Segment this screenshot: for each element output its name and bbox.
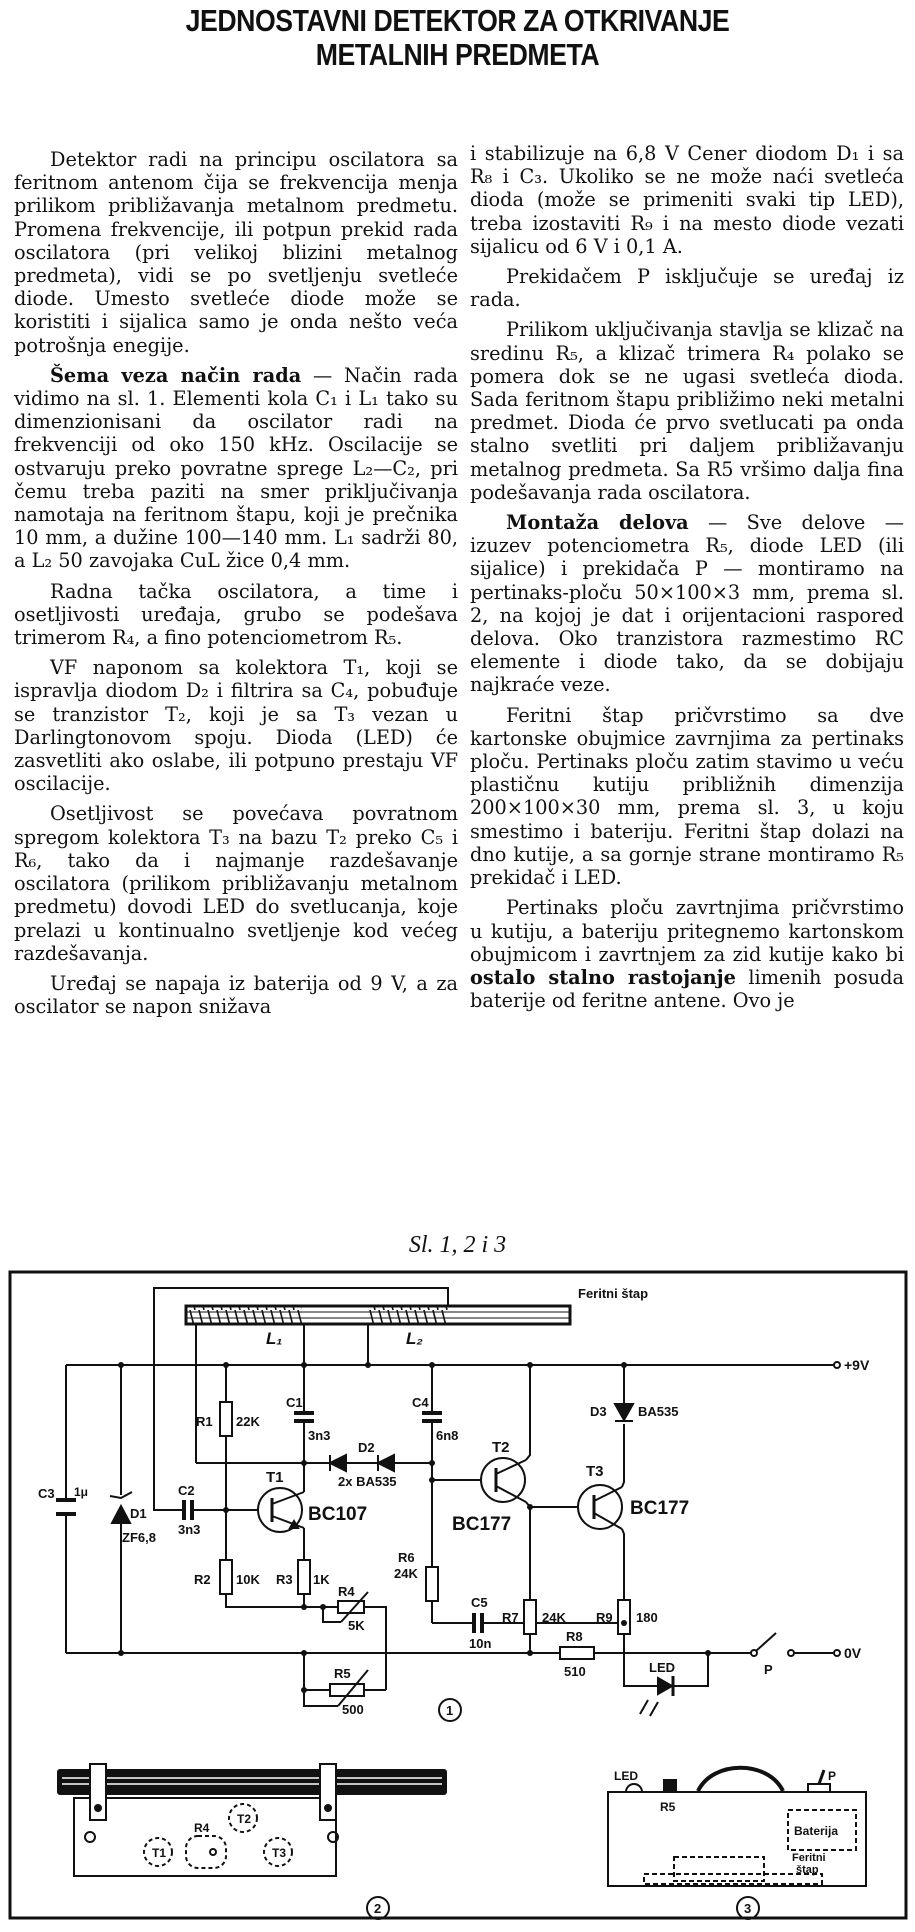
t3-value: BC177: [630, 1498, 690, 1519]
paragraph: [14, 802, 458, 964]
r9-name: R9: [596, 1610, 613, 1625]
r6-value: 24K: [394, 1566, 418, 1581]
paragraph-text: — Način rada vidimo na sl. 1. Elementi kola C₁ i L₁ tako su dimenzionisani da oscilator radi na frekvenciji od oko 150 kHz. Oscilacije se ostvaruju preko povratne sprege L₂—C₂, pri čemu treba paziti na smer priključivanja namotaja na feritnom štapu, koji je prečnika 10 mm, a dužine 100—140 mm. L₁ sadrži 80, a L₂ 50 zavojaka CuL žice 0,4 mm.: [14, 363, 458, 573]
paragraph-text: Uređaj se napaja iz baterija od 9 V, a za oscilator se napon snižava: [14, 971, 458, 1019]
led-label: LED: [649, 1660, 675, 1675]
paragraph: [470, 704, 904, 890]
paragraph-text: limenih posuda baterije od feritne antene. Ovo je: [470, 965, 904, 1013]
d1-value: ZF6,8: [122, 1530, 156, 1545]
paragraph: [14, 364, 458, 573]
c3-name: C3: [38, 1486, 55, 1501]
r7-value: 24K: [542, 1610, 566, 1625]
title-line-1: JEDNOSTAVNI DETEKTOR ZA OTKRIVANJE: [185, 3, 730, 38]
t3-symbol: [578, 1485, 622, 1529]
c3-value: 1μ: [74, 1485, 89, 1499]
paragraph-text: Pertinaks ploču zavrtnjima pričvrstimo u kutiju, a bateriju pritegnemo kartonskom obujmicom i zavrtnjem za zid kutije kako bi: [470, 896, 904, 966]
board-t2-label: T2: [237, 1812, 252, 1826]
l1-label: L₁: [266, 1329, 283, 1348]
paragraph: [14, 580, 458, 650]
fig1-number: 1: [446, 1703, 454, 1718]
box-ferrite-line2: štap: [796, 1864, 819, 1876]
paragraph: [470, 511, 904, 697]
paragraph-text: Detektor radi na principu oscilatora sa feritnom antenom čija se frekvencija menja prilikom približavanja metalnom predmetu. Promena frekvencije, ili potpun prekid rada oscilatora (pri velikoj blizini metalnog predmeta), vidi se po svetljenju svetleće diode. Umesto svetleće diode može se koristiti i sijalica samo je onda nešto veća potrošnja enegije.: [14, 148, 458, 357]
d3-name: D3: [590, 1404, 607, 1419]
box-ferrite-line1: Feritni: [792, 1852, 826, 1864]
paragraph-text: — Sve delove — izuzev potenciometra R₅, diode LED (ili sijalice) i prekidača P — montiramo na pertinaks-ploču 50×100×3 mm, prema sl. 2, na kojoj je dat i orijentacioni raspored delova. Oko tranzistora razmestimo RC elemente i diode tako, da se dobijaju najkraće veze.: [470, 511, 904, 697]
supply-plus-label: +9V: [844, 1357, 870, 1373]
r4-name: R4: [338, 1584, 355, 1599]
r1-value: 22K: [236, 1414, 260, 1429]
paragraph-text: Radna tačka oscilatora, a time i osetljivosti uređaja, grubo se podešava trimerom R₄, a fino potenciometrom R₅.: [14, 579, 458, 650]
figure-svg: [8, 1270, 908, 1922]
t2-name: T2: [492, 1439, 510, 1456]
section-heading: Montaža delova: [506, 511, 689, 535]
t1-value: BC107: [308, 1504, 368, 1525]
c2-value: 3n3: [178, 1522, 201, 1537]
coil-l1: [188, 1306, 302, 1324]
board-t3-label: T3: [272, 1846, 287, 1860]
figure-caption: Sl. 1, 2 i 3: [408, 1232, 507, 1258]
r8-value: 510: [564, 1664, 586, 1679]
paragraph-text: Prilikom uključivanja stavlja se klizač na sredinu R₅, a klizač trimera R₄ polako se pomera dok se ne ugasi svetleća dioda. Sada feritnom štapu približimo neki metalni predmet. Dioda će prvo svetlucati pa onda stalno svetliti pri daljem približavanju metalnog predmeta. Sa R5 vršimo dalja fina podešavanja rada oscilatora.: [470, 318, 904, 504]
title-line-2: METALNIH PREDMETA: [315, 37, 600, 72]
paragraph: [14, 972, 458, 1018]
c4-name: C4: [412, 1395, 429, 1410]
c1-name: C1: [286, 1395, 303, 1410]
paragraph: [14, 656, 458, 795]
paragraph: [470, 142, 904, 258]
board-r4-label: R4: [194, 1821, 210, 1835]
r3-value: 1K: [313, 1572, 330, 1587]
paragraph-text: Osetljivost se povećava povratnom spregom kolektora T₃ na bazu T₂ preko C₅ i R₆, tako da i najmanje razdešavanje oscilatora (prilikom približavanju metalnom predmetu) dovodi LED do svetlucanja, koje prelazi u kontinualno svetljenje kod većeg razdešavanja.: [14, 802, 458, 965]
r3-name: R3: [276, 1572, 293, 1587]
d3-value: BA535: [638, 1404, 679, 1419]
t1-name: T1: [266, 1469, 284, 1486]
paragraph-text: VF naponom sa kolektora T₁, koji se ispravlja diodom D₂ i filtrira sa C₄, pobuđuje se tranzistor T₂, koji je sa T₃ vezan u Darlingtonovom spoju. Dioda (LED) će zasvetliti ako oslabe, ili potpuno prestaju VF oscilacije.: [14, 656, 458, 796]
left-column: [14, 148, 458, 1025]
figure-panel: [8, 1270, 908, 1922]
c2-name: C2: [178, 1483, 195, 1498]
paragraph: [470, 318, 904, 504]
r1-name: R1: [196, 1414, 213, 1429]
r8-name: R8: [566, 1629, 583, 1644]
paragraph: [470, 265, 904, 311]
board-t1-label: T1: [152, 1846, 167, 1860]
c5-name: C5: [471, 1595, 488, 1610]
r2-name: R2: [194, 1572, 211, 1587]
r5-value: 500: [342, 1702, 364, 1717]
section-heading: Šema veza način rada: [50, 363, 302, 387]
d2-name: D2: [358, 1440, 375, 1455]
article-title: [64, 4, 851, 72]
ferrite-label: Feritni štap: [578, 1286, 649, 1301]
c5-value: 10n: [469, 1636, 492, 1651]
box-battery-label: Baterija: [794, 1824, 839, 1838]
paragraph-text: Feritni štap pričvrstimo sa dve kartonske obujmice zavrnjima za pertinaks ploču. Pertinaks ploču zatim stavimo u veću plastičnu kutiju približnih dimenzija 200×100×30 mm, prema sl. 3, u koju smestimo i bateriju. Feritni štap dolazi na dno kutije, a sa gornje strane montiramo R₅ prekidač i LED.: [470, 703, 904, 890]
paragraph-text: i stabilizuje na 6,8 V Cener diodom D₁ i sa R₈ i C₃. Ukoliko se ne može naći svetleća dioda (može se primeniti svaki tip LED), treba izostaviti R₉ i na mesto diode vezati sijalicu od 6 V i 0,1 A.: [470, 142, 904, 258]
d1-name: D1: [130, 1506, 147, 1521]
r4-value: 5K: [348, 1618, 365, 1633]
l2-label: L₂: [406, 1329, 423, 1348]
r6-name: R6: [398, 1550, 415, 1565]
r9-value: 180: [636, 1610, 658, 1625]
coil-l2: [368, 1306, 448, 1324]
t3-name: T3: [586, 1463, 604, 1480]
board-drawing: [58, 1764, 446, 1876]
fig2-number: 2: [374, 1901, 382, 1916]
box-led-label: LED: [614, 1769, 638, 1783]
paragraph: [470, 896, 904, 1012]
paragraph: [14, 148, 458, 357]
d2-value: 2x BA535: [338, 1474, 397, 1489]
r5-name: R5: [334, 1666, 351, 1681]
emphasis-text: ostalo stalno rastojanje: [470, 965, 736, 989]
t2-value: BC177: [452, 1514, 512, 1535]
r2-value: 10K: [236, 1572, 260, 1587]
fig3-number: 3: [744, 1901, 752, 1916]
paragraph-text: Prekidačem P isključuje se uređaj iz rada.: [470, 265, 904, 312]
supply-zero-label: 0V: [844, 1645, 862, 1661]
c1-value: 3n3: [308, 1428, 331, 1443]
r7-name: R7: [502, 1610, 519, 1625]
c4-value: 6n8: [436, 1428, 459, 1443]
box-r5-label: R5: [660, 1800, 676, 1814]
right-column: [470, 142, 904, 1019]
schematic: [56, 1288, 840, 1716]
box-p-label: P: [828, 1769, 837, 1783]
switch-p-label: P: [764, 1662, 773, 1677]
